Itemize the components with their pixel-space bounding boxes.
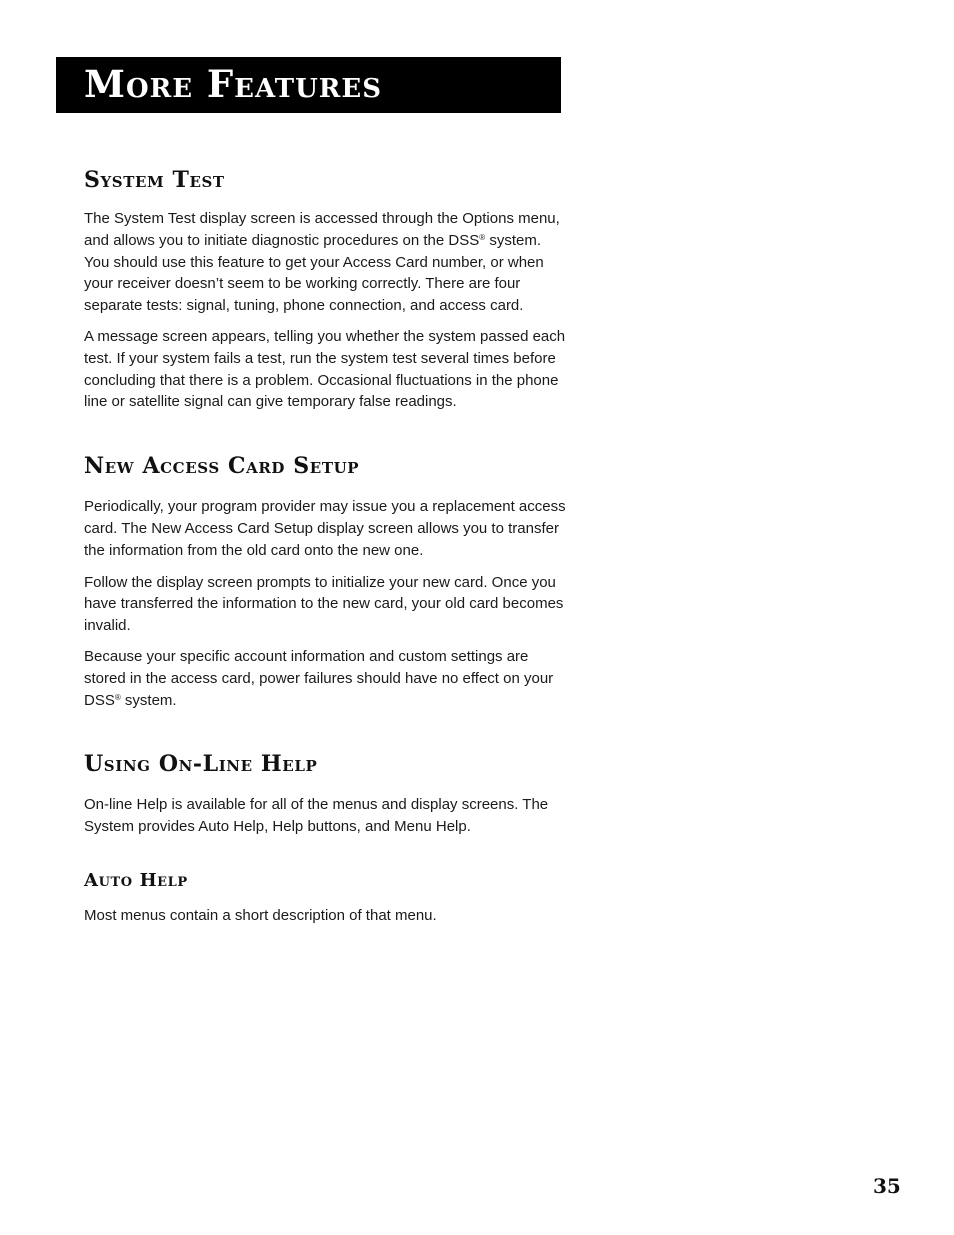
registered-mark: ® [114, 692, 121, 702]
system-test-paragraph-2: A message screen appears, telling you whether the system passed each test. If your system fails a test, run the system test several times before concluding that there is a problem. Occasional fluctuations in the phone line or satellite signal can give temporary false readings. [84, 327, 566, 411]
registered-mark: ® [479, 232, 486, 242]
subsection-heading-auto-help: Auto Help [84, 869, 188, 891]
chapter-banner [56, 57, 561, 113]
text-segment: system. [120, 691, 177, 709]
text-segment: Because your specific account information and custom settings are stored in the access card, power failures should have no effect on your DSS [84, 647, 554, 709]
new-access-card-paragraph-2: Follow the display screen prompts to initialize your new card. Once you have transferred the information to the new card, your old card becomes invalid. [84, 573, 564, 635]
section-heading-new-access-card-setup: New Access Card Setup [84, 453, 360, 480]
auto-help-paragraph: Most menus contain a short description of that menu. [84, 906, 437, 924]
section-heading-using-online-help: Using On-Line Help [84, 751, 318, 778]
section-heading-system-test: System Test [84, 167, 225, 193]
page-number: 35 [873, 1174, 901, 1198]
chapter-title: More Features [84, 62, 382, 106]
new-access-card-paragraph-1: Periodically, your program provider may issue you a replacement access card. The New Access Card Setup display screen allows you to transfer the information from the old card onto the new one. [84, 498, 566, 559]
text-segment: The System Test display screen is accessed through the Options menu, and allows you to initiate diagnostic procedures on the DSS [84, 210, 560, 249]
page-content [84, 165, 566, 927]
online-help-paragraph: On-line Help is available for all of the menus and display screens. The System provides Auto Help, Help buttons, and Menu Help. [84, 796, 549, 836]
text-segment: system. You should use this feature to get your Access Card number, or when your receiver doesn’t seem to be working correctly. There are four separate tests: signal, tuning, phone connection, and access card. [84, 231, 544, 315]
system-test-paragraph-1 [84, 208, 566, 317]
new-access-card-paragraph-3 [84, 646, 566, 711]
